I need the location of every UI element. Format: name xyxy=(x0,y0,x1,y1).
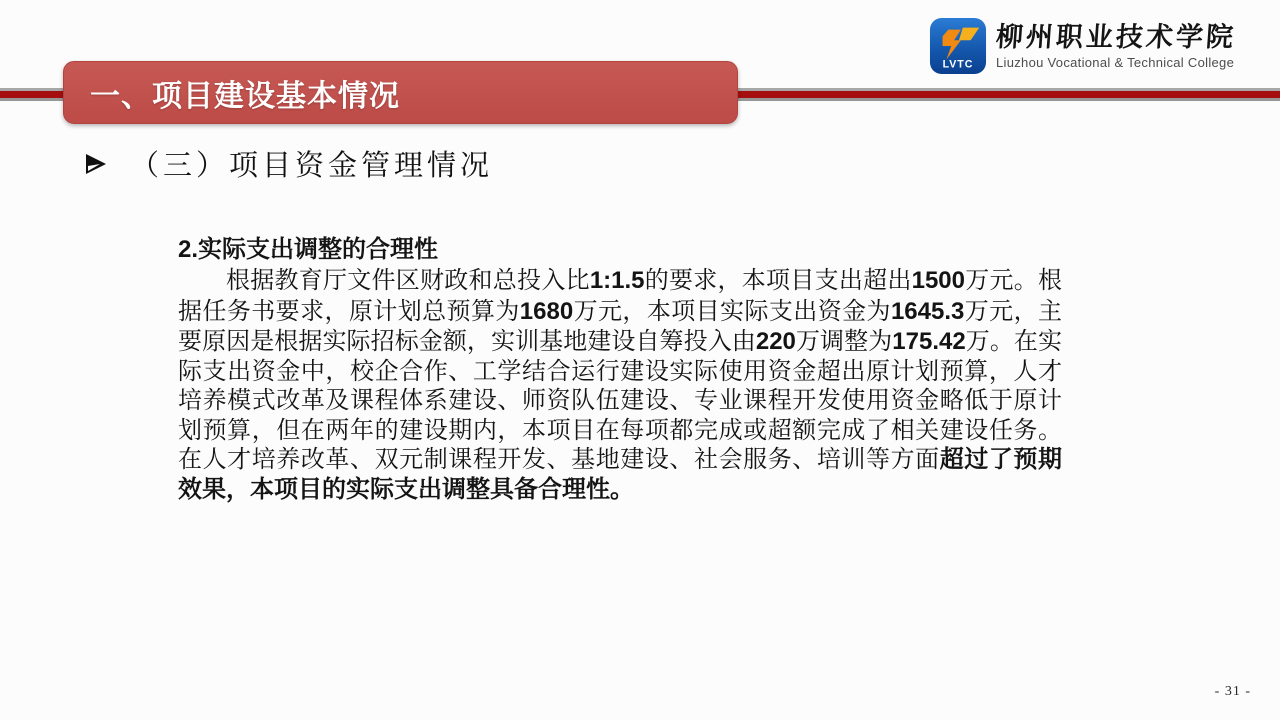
college-logo xyxy=(929,17,1236,75)
body-paragraph xyxy=(178,266,1062,505)
college-name-zh: 柳州职业技术学院 xyxy=(994,22,1238,52)
lvtc-logo-icon xyxy=(929,17,987,75)
text-segment: 1:1.5 xyxy=(589,267,645,294)
section-title: （三）项目资金管理情况 xyxy=(130,150,494,182)
text-segment: 万。在实际支出资金中，校企合作、工学结合运行建设实际使用资金超出原计划预算，人才培养模式改革及课程体系建设、师资队伍建设、专业课程开发使用资金略低于原计划预算，但在两年的建设期内，本项目在每项都完成或超额完成了相关建设任务。在人才培养改革、双元制课程开发、基地建设、社会服务、培训等方面 xyxy=(178,329,1063,473)
text-segment: 1645.3 xyxy=(890,297,965,325)
text-segment: 实际支出调整的合理性 xyxy=(198,237,439,263)
text-segment: 根据教育厅文件区财政和总投入比 xyxy=(226,268,590,294)
text-segment: 超过了预期效果，本项目的实际支出调整具备合理性。 xyxy=(178,447,1063,503)
body-text-block xyxy=(178,235,1062,505)
text-segment: 1500 xyxy=(911,267,965,294)
text-segment: 2. xyxy=(178,236,199,263)
college-names xyxy=(996,17,1236,71)
lvtc-abbr-label: LVTC xyxy=(942,58,974,71)
body-heading xyxy=(178,235,1062,265)
text-segment: 220 xyxy=(755,328,796,355)
text-segment: 万元，本项目实际支出资金为 xyxy=(573,298,891,325)
text-segment: 1680 xyxy=(519,297,574,325)
text-segment: 175.42 xyxy=(892,328,966,355)
section-subtitle-row xyxy=(84,143,493,184)
page-number: - 31 - xyxy=(1214,684,1251,699)
text-segment: 万元，主要原因是根据实际招标金额，实训基地建设自筹投入由 xyxy=(178,298,1063,355)
section-banner xyxy=(63,61,738,124)
banner-title: 一、项目建设基本情况 xyxy=(90,79,400,113)
text-segment: 的要求，本项目支出超出 xyxy=(644,268,912,294)
college-name-en: Liuzhou Vocational & Technical College xyxy=(996,55,1235,70)
arrow-bullet-icon xyxy=(84,151,108,177)
text-segment: 万元。根据任务书要求，原计划总预算为 xyxy=(178,268,1063,325)
text-segment: 万调整为 xyxy=(795,329,893,355)
